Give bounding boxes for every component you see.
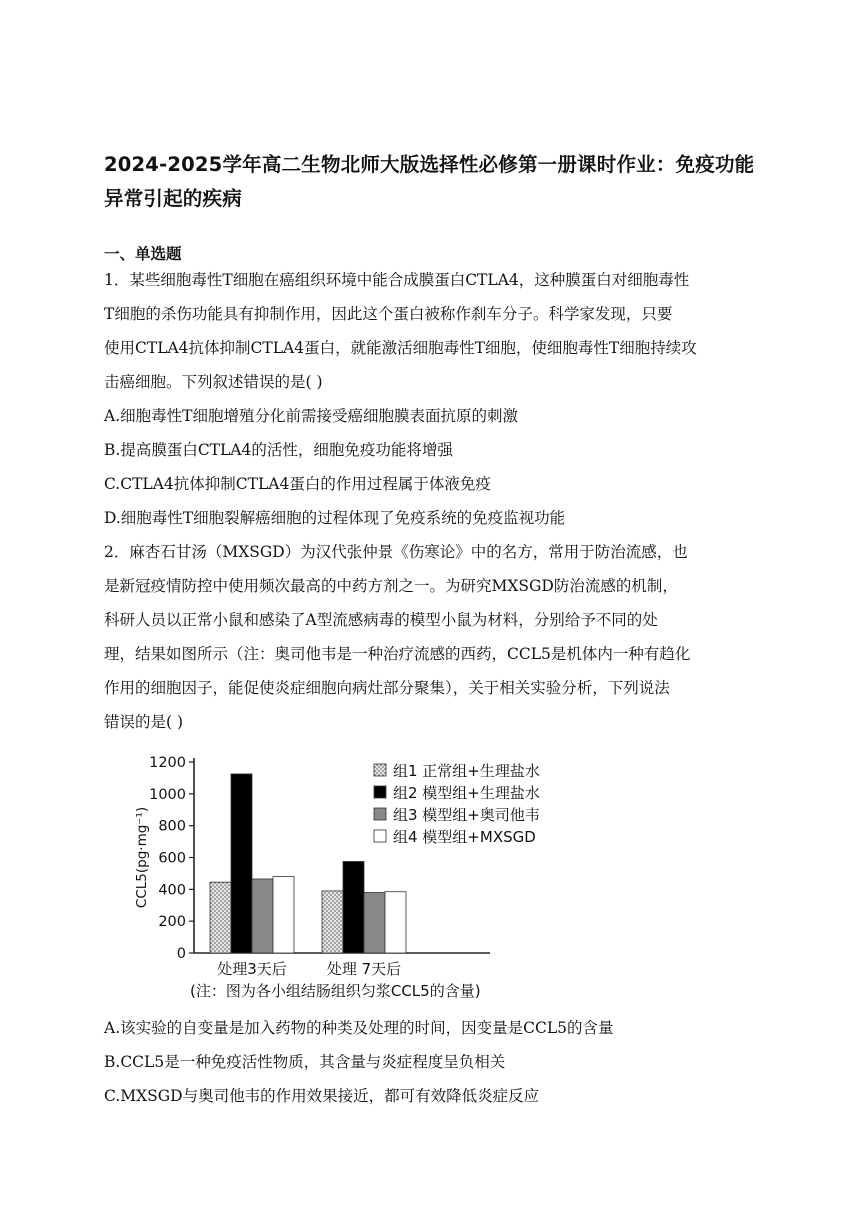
- y-tick-label: 200: [158, 914, 186, 931]
- q1-option-d: D.细胞毒性T细胞裂解癌细胞的过程体现了免疫系统的免疫监视功能: [104, 509, 566, 527]
- x-category-label: 处理3天后: [217, 960, 287, 978]
- q2-option-b: B.CCL5是一种免疫活性物质，其含量与炎症程度呈负相关: [104, 1053, 506, 1071]
- bar: [231, 774, 252, 953]
- q1-stem-line: 击癌细胞。下列叙述错误的是( ): [104, 373, 323, 391]
- x-category-label: 处理 7天后: [326, 960, 402, 978]
- y-tick-label: 1000: [149, 786, 186, 803]
- legend-swatch: [374, 830, 386, 842]
- legend-label: 组4 模型组+MXSGD: [393, 828, 536, 846]
- y-axis-label: CCL5(pg·mg⁻¹): [134, 806, 150, 909]
- q1-option-a: A.细胞毒性T细胞增殖分化前需接受癌细胞膜表面抗原的刺激: [104, 407, 518, 425]
- q1-stem-line: 1．某些细胞毒性T细胞在癌组织环境中能合成膜蛋白CTLA4，这种膜蛋白对细胞毒性: [104, 271, 690, 289]
- y-tick-label: 1200: [149, 755, 186, 771]
- q2-stem-line: 2．麻杏石甘汤（MXSGD）为汉代张仲景《伤寒论》中的名方，常用于防治流感，也: [104, 543, 688, 561]
- title-line-2: 异常引起的疾病: [104, 187, 242, 210]
- y-tick-label: 0: [176, 946, 186, 962]
- q2-stem-line: 作用的细胞因子，能促使炎症细胞向病灶部分聚集），关于相关实验分析，下列说法: [104, 679, 670, 697]
- y-tick-label: 400: [158, 882, 186, 899]
- section-heading: 一、单选题: [104, 245, 182, 263]
- legend-label: 组1 正常组+生理盐水: [393, 762, 540, 780]
- bar: [273, 877, 294, 953]
- title-line-1: 2024-2025学年高二生物北师大版选择性必修第一册课时作业：免疫功能: [104, 153, 755, 176]
- q2-stem-line: 科研人员以正常小鼠和感染了A型流感病毒的模型小鼠为材料，分别给予不同的处: [104, 611, 658, 629]
- q1-stem-line: 使用CTLA4抗体抑制CTLA4蛋白，就能激活细胞毒性T细胞，使细胞毒性T细胞持续攻: [104, 339, 697, 357]
- q2-option-c: C.MXSGD与奥司他韦的作用效果接近，都可有效降低炎症反应: [104, 1087, 540, 1105]
- y-tick-label: 800: [158, 818, 186, 835]
- q1-option-b: B.提高膜蛋白CTLA4的活性，细胞免疫功能将增强: [104, 441, 453, 459]
- bar: [210, 882, 231, 953]
- q1-stem-line: T细胞的杀伤功能具有抑制作用，因此这个蛋白被称作刹车分子。科学家发现，只要: [104, 305, 673, 323]
- q1-option-c: C.CTLA4抗体抑制CTLA4蛋白的作用过程属于体液免疫: [104, 475, 491, 493]
- document-title: [104, 148, 764, 216]
- bar: [364, 893, 385, 953]
- chart-svg: [128, 748, 568, 1006]
- legend-swatch: [374, 808, 386, 820]
- legend-label: 组3 模型组+奥司他韦: [393, 806, 540, 824]
- bar: [343, 861, 364, 953]
- y-tick-label: 600: [158, 850, 186, 867]
- legend-swatch: [374, 786, 386, 798]
- q2-stem-line: 是新冠疫情防控中使用频次最高的中药方剂之一。为研究MXSGD防治流感的机制，: [104, 577, 678, 595]
- legend-label: 组2 模型组+生理盐水: [393, 784, 540, 802]
- q2-option-a: A.该实验的自变量是加入药物的种类及处理的时间，因变量是CCL5的含量: [104, 1019, 614, 1037]
- q2-stem-line: 理，结果如图所示（注：奥司他韦是一种治疗流感的西药，CCL5是机体内一种有趋化: [104, 645, 691, 663]
- chart-caption: (注：图为各小组结肠组织匀浆CCL5的含量): [190, 982, 481, 1000]
- bar: [322, 891, 343, 953]
- q2-stem-line: 错误的是( ): [104, 713, 184, 731]
- bar: [252, 879, 273, 953]
- ccl5-bar-chart: [128, 748, 568, 1010]
- legend-swatch: [374, 764, 386, 776]
- bar: [385, 892, 406, 953]
